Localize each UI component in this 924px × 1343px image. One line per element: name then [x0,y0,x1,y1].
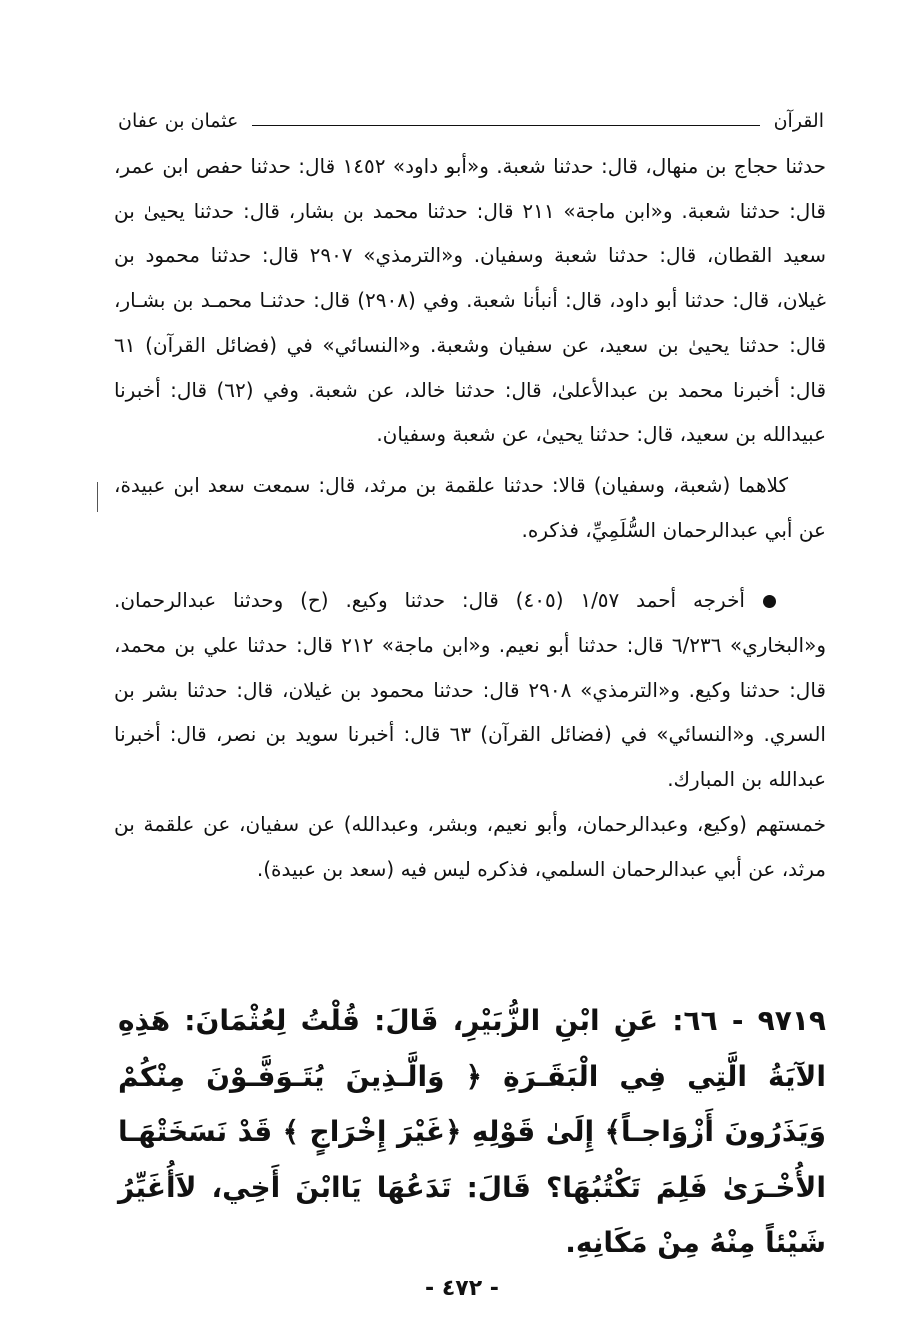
hadith-text: ٩٧١٩ - ٦٦: عَنِ ابْنِ الزُّبَيْرِ، قَالَ: قُلْتُ لِعُثْمَانَ: هَذِهِ الآيَةُ الَّتِي فِي الْبَقَـرَةِ ﴿ وَالَّـذِينَ يُتَـوَفَّـوْنَ مِنْكُمْ وَيَذَرُونَ أَزْوَاجـاً﴾ إِلَىٰ قَوْلِهِ ﴿غَيْرَ إِخْرَاجٍ ﴾ قَدْ نَسَخَتْهَـا الأُخْـرَىٰ فَلِمَ تَكْتُبُهَا؟ قَالَ: تَدَعُهَا يَاابْنَ أَخِي، لاَأُغَيِّرُ شَيْئاً مِنْهُ مِنْ مَكَانِهِ. [118,1004,826,1259]
takhrij-notes [114,144,826,891]
running-header [118,104,824,138]
header-rule [252,125,759,126]
bullet-paragraph-text: أخرجه أحمد ١/٥٧ (٤٠٥) قال: حدثنا وكيع. (ح) وحدثنا عبدالرحمان. و«البخاري» ٦/٢٣٦ قال: حدثنا أبو نعيم. و«ابن ماجة» ٢١٢ قال: حدثنا علي بن محمد، قال: حدثنا وكيع. و«الترمذي» ٢٩٠٨ قال: حدثنا محمود بن غيلان، قال: حدثنا بشر بن السري. و«النسائي» في (فضائل القرآن) ٦٣ قال: أخبرنا سويد بن نصر، قال: أخبرنا عبدالله بن المبارك. [114,588,826,792]
header-chapter-title: القرآن [773,110,824,132]
margin-mark [97,482,98,512]
bullet-dot [763,595,776,608]
page-number: - ٤٧٢ - [425,1276,499,1301]
takhrij-paragraph-1: حدثنا حجاج بن منهال، قال: حدثنا شعبة. و«أبو داود» ١٤٥٢ قال: حدثنا حفص ابن عمر، قال: حدثنا شعبة. و«ابن ماجة» ٢١١ قال: حدثنا محمد بن بشار، قال: حدثنا يحيىٰ بن سعيد القطان، قال: حدثنا شعبة وسفيان. و«الترمذي» ٢٩٠٧ قال: حدثنا محمود بن غيلان، قال: حدثنا أبو داود، قال: أنبأنا شعبة. وفي (٢٩٠٨) قال: حدثنـا محمـد بن بشـار، قال: حدثنا يحيىٰ بن سعيد، عن سفيان وشعبة. و«النسائي» في (فضائل القرآن) ٦١ قال: أخبرنا محمد بن عبدالأعلىٰ، قال: حدثنا خالد، عن شعبة. وفي (٦٢) قال: أخبرنا عبيدالله بن سعيد، قال: حدثنا يحيىٰ، عن شعبة وسفيان. [114,154,827,447]
takhrij-closing-paragraph: خمستهم (وكيع، وعبدالرحمان، وأبو نعيم، وبشر، وعبدالله) عن سفيان، عن علقمة بن مرثد، عن أبي عبدالرحمان السلمي، فذكره ليس فيه (سعد بن عبيدة). [114,811,826,881]
header-section-title: عثمان بن عفان [118,110,239,132]
takhrij-bullet-paragraph [114,578,826,802]
takhrij-paragraph-2: كلاهما (شعبة، وسفيان) قالا: حدثنا علقمة بن مرثد، قال: سمعت سعد ابن عبيدة، عن أبي عبدالرحمان السُّلَمِيِّ، فذكره. [114,472,826,542]
